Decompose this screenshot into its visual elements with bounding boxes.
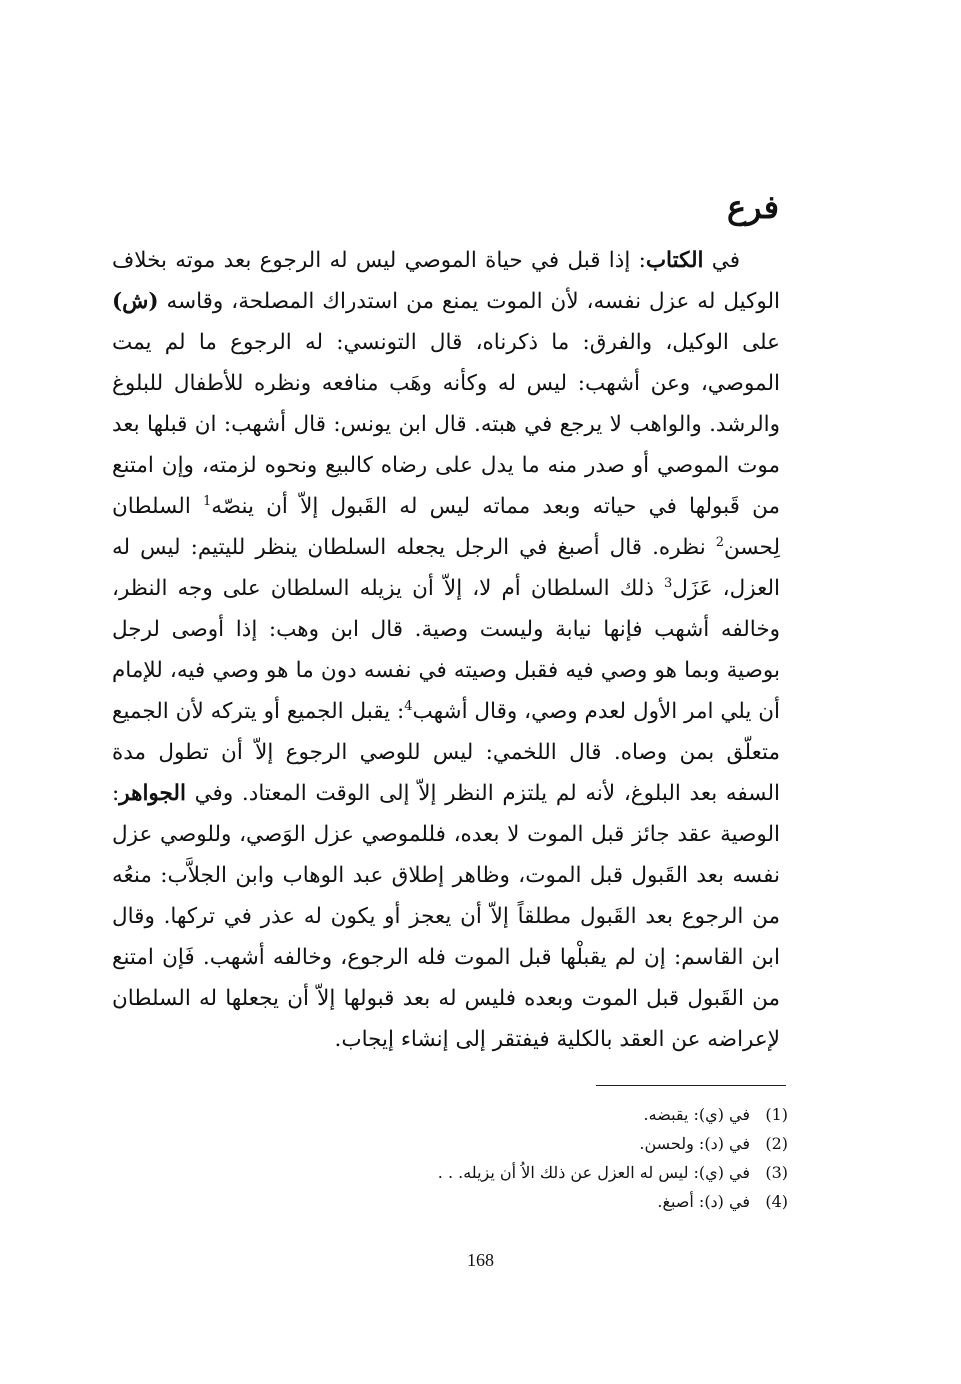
bold-term-kitab: الكتاب [645,248,704,273]
text-run: : يقبل الجميع أو يتركه لأن الجميع متعلّق بمن وصاه. قال اللخمي: ليس للوصي الرجوع إلاّ أن تطول مدة السفه بعد البلوغ، لأنه لم يلتزم النظر إلاّ إلى الوقت المعتاد. وفي [112,699,780,806]
footnote-item [300,1129,788,1158]
footnote-ref-2[interactable]: 2 [715,534,725,550]
bold-term-jawahir: الجواهر [119,781,186,806]
footnote-item [300,1187,788,1216]
footnote-number: (1) [765,1105,788,1124]
paragraph [112,240,780,1060]
text-run: : إذا قبل في حياة الموصي ليس له الرجوع بعد موته بخلاف الوكيل له عزل نفسه، لأن الموت يمنع من استدراك المصلحة، وقاسه [112,248,780,314]
text-run: على الوكيل، والفرق: ما ذكرناه، قال التونسي: له الرجوع ما لم يمت الموصي، وعن أشهب: ليس له وكأنه وهَب منافعه ونظره للأطفال للبلوغ والرشد. والواهب لا يرجع في هبته. قال ابن يونس: قال أشهب: ان قبلها بعد موت الموصي أو صدر منه ما يدل على رضاه كالبيع ونحوه لزمته، وإن امتنع من قَبولها في حياته وبعد مماته ليس له القَبول إلاّ أن ينصّه [112,330,781,519]
footnote-number: (4) [765,1192,788,1211]
text-run: نظره. قال أصبغ في الرجل يجعله السلطان ينظر لليتيم: ليس له العزل، عَزَل [112,535,780,601]
footnote-text: في (ي): يقبضه. [643,1105,750,1124]
page-number: 168 [467,1250,494,1270]
bold-term-sh: (ش) [112,289,159,314]
footnote-text: في (ي): ليس له العزل عن ذلك الاُ أن يزيله. . . [437,1163,750,1182]
footnote-ref-1[interactable]: 1 [203,493,212,509]
footnote-number: (3) [765,1163,788,1182]
text-run: : الوصية عقد جائز قبل الموت لا بعده، فللموصي عزل الوَصي، وللوصي عزل نفسه بعد القَبول قبل الموت، وظاهر إطلاق عبد الوهاب وابن الجلاَّب: منعُه من الرجوع بعد القَبول مطلقاً إلاّ أن يعجز أو يكون له عذر في تركها. وقال ابن القاسم: إن لم يقبلْها قبل الموت فله الرجوع، وخالفه أشهب. فَإن امتنع من القَبول قبل الموت وبعده فليس له بعد قبولها إلاّ أن يجعلها له السلطان لإعراضه عن العقد بالكلية فيفتقر إلى إنشاء إيجاب. [112,781,780,1052]
footnote-number: (2) [765,1134,788,1153]
footnote-divider [596,1085,786,1086]
footnote-item [300,1158,788,1187]
footnote-ref-3[interactable]: 3 [664,575,673,591]
footnotes [300,1100,788,1216]
text-run: في [703,248,740,273]
text-run: السلطان لِحسن [112,494,780,560]
footnote-text: في (د): أصبغ. [657,1192,750,1211]
main-paragraph [112,240,780,1060]
section-heading: فرع [726,188,779,226]
footnote-text: في (د): ولحسن. [639,1134,750,1153]
footnote-ref-4[interactable]: 4 [404,698,413,714]
text-run: ذلك السلطان أم لا، إلاّ أن يزيله السلطان على وجه النظر، وخالفه أشهب فإنها نيابة وليست وصية. قال ابن وهب: إذا أوصى لرجل بوصية وبما هو وصي فيه فقبل وصيته في نفسه دون ما هو وصي فيه، للإمام أن يلي امر الأول لعدم وصي، وقال أشهب [112,576,780,724]
footnote-item [300,1100,788,1129]
